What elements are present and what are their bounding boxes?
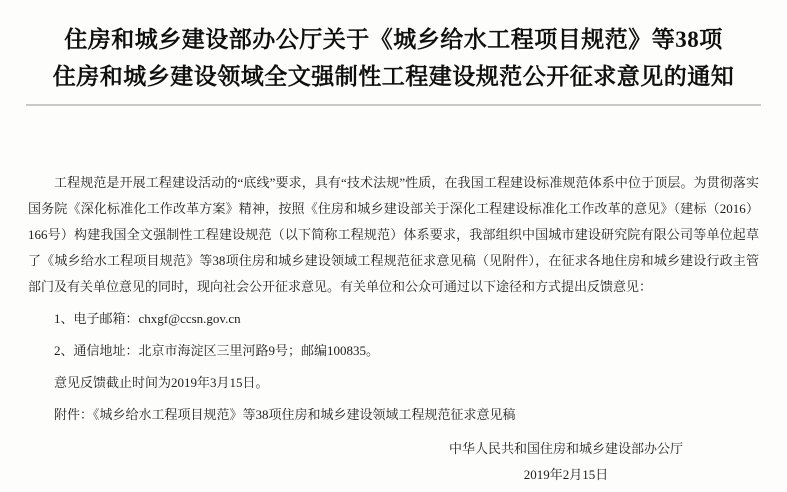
email-label: 1、电子邮箱：: [54, 311, 139, 326]
issuing-authority: 中华人民共和国住房和城乡建设部办公厅: [448, 441, 683, 456]
notice-paragraph: 工程规范是开展工程建设活动的“底线”要求，具有“技术法规”性质，在我国工程建设标准规范体系中位于顶层。为贯彻落实国务院《深化标准化工作改革方案》精神，按照《住房和城乡建设部关于深化工程建设标准化工作改革的意见》（建标（2016）166号）构建我国全文强制性工程建设规范（以下简称工程规范）体系要求，我部组织中国城市建设研究院有限公司等单位起草了《城乡给水工程项目规范》等38项住房和城乡建设领域工程规范征求意见稿（见附件），在征求各地住房和城乡建设行政主管部门及有关单位意见的同时，现向社会公开征求意见。有关单位和公众可通过以下途径和方式提出反馈意见：: [28, 175, 759, 294]
email-address: chxgf@ccsn.gov.cn: [138, 311, 241, 326]
postal-label: 2、通信地址：: [54, 343, 139, 358]
signature-block: [449, 436, 683, 488]
title-line-1: 住房和城乡建设部办公厅关于《城乡给水工程项目规范》等38项: [64, 27, 723, 52]
notice-body: [0, 170, 787, 488]
postal-address: 北京市海淀区三里河路9号；邮编100835。: [138, 343, 380, 358]
issue-date: 2019年2月15日: [523, 467, 609, 482]
email-line: [28, 306, 759, 332]
deadline-text: 意见反馈截止时间为2019年3月15日。: [54, 375, 269, 390]
postal-line: [28, 338, 759, 364]
attachment-text: 附件：《城乡给水工程项目规范》等38项住房和城乡建设领域工程规范征求意见稿: [54, 407, 516, 422]
title-line-2: 住房和城乡建设领域全文强制性工程建设规范公开征求意见的通知: [52, 64, 735, 89]
title-divider: [26, 104, 761, 106]
notice-title: [0, 0, 787, 95]
